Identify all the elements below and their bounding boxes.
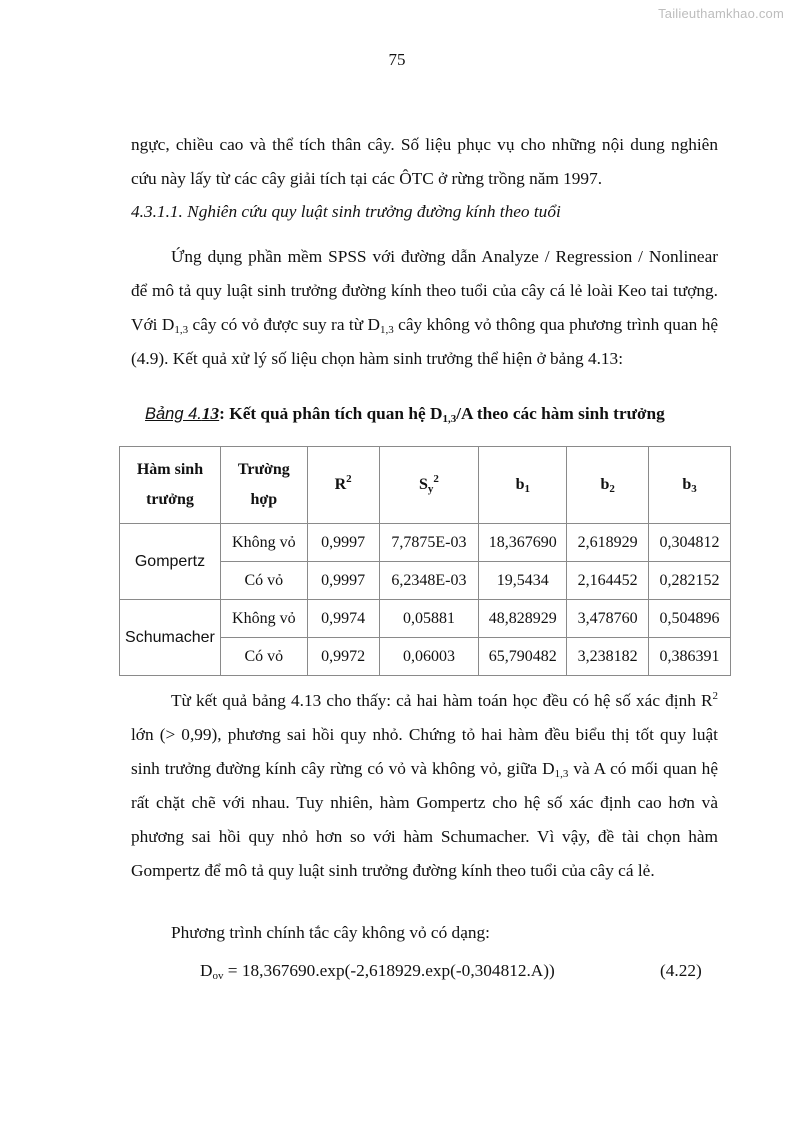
paragraph-analysis-text <box>131 684 718 888</box>
b1-cell: 18,367690 <box>479 524 567 562</box>
subscript: ov <box>212 970 224 982</box>
b1-cell: 65,790482 <box>479 638 567 676</box>
text-run: và A có mối quan hệ rất chặt chẽ với nhau. Tuy nhiên, hàm Gompertz cho hệ số xác định cao hơn và phương sai hồi quy nhỏ hơn so với hàm Schumacher. Vì vậy, đề tài chọn hàm Gompertz để mô tả quy luật sinh trưởng đường kính theo tuổi của cây cá lẻ. <box>131 759 718 880</box>
paragraph-method-text <box>131 240 718 376</box>
function-cell: Gompertz <box>120 524 221 600</box>
text-run: cây có vỏ được suy ra từ D <box>188 315 380 334</box>
subscript: 1,3 <box>554 768 569 780</box>
case-cell: Có vỏ <box>220 638 307 676</box>
header-b2: $b_2$ <box>567 447 649 524</box>
subscript: 1,3 <box>442 413 457 425</box>
b1-cell: 19,5434 <box>479 562 567 600</box>
watermark: Tailieuthamkhao.com <box>658 6 784 21</box>
table-row <box>120 524 731 562</box>
caption-text: : Kết quả phân tích quan hệ D <box>219 404 443 423</box>
case-cell: Có vỏ <box>220 562 307 600</box>
equation-number: (4.22) <box>660 961 702 980</box>
table-row <box>120 600 731 638</box>
r2-cell: 0,9974 <box>307 600 379 638</box>
b2-cell: 2,618929 <box>567 524 649 562</box>
table-caption <box>145 404 665 424</box>
paragraph-analysis <box>131 684 718 888</box>
function-cell: Schumacher <box>120 600 221 676</box>
header-b1: $b_1$ <box>479 447 567 524</box>
sy2-cell: 7,7875E-03 <box>379 524 479 562</box>
equation-var: D <box>200 961 213 980</box>
caption-number: 13 <box>201 404 220 423</box>
page-number: 75 <box>388 50 406 69</box>
header-r2: $R^2$ <box>307 447 379 524</box>
caption-label: Bảng 4. <box>145 405 202 423</box>
b1-cell: 48,828929 <box>479 600 567 638</box>
text-run: Ứng dụng phần mềm SPSS với đường dẫn Analyze / Regression / Nonlinear để mô tả quy luật sinh trưởng đường kính theo tuổi của cây cá lẻ loài Keo tai tượng. Với D <box>131 247 718 334</box>
r2-cell: 0,9972 <box>307 638 379 676</box>
caption-text: /A theo các hàm sinh trưởng <box>456 404 665 423</box>
paragraph-equation-intro <box>131 916 718 950</box>
header-case: Trường hợp <box>220 447 307 524</box>
results-table <box>119 446 731 676</box>
case-cell: Không vỏ <box>220 524 307 562</box>
subscript: 1,3 <box>380 324 394 336</box>
paragraph-intro <box>131 128 718 196</box>
section-heading: 4.3.1.1. Nghiên cứu quy luật sinh trưởng đường kính theo tuổi <box>131 202 561 221</box>
equation-expr: = 18,367690.exp(-2,618929.exp(-0,304812.A)) <box>223 961 555 980</box>
b3-cell: 0,304812 <box>649 524 731 562</box>
table-header-row <box>120 447 731 524</box>
sy2-cell: 0,06003 <box>379 638 479 676</box>
sy2-cell: 6,2348E-03 <box>379 562 479 600</box>
paragraph-equation-intro-text: Phương trình chính tắc cây không vỏ có dạng: <box>171 923 490 942</box>
b2-cell: 3,478760 <box>567 600 649 638</box>
paragraph-intro-text: ngực, chiều cao và thể tích thân cây. Số liệu phục vụ cho những nội dung nghiên cứu này lấy từ các cây giải tích tại các ÔTC ở rừng trồng năm 1997. <box>131 135 718 188</box>
text-run: cây không vỏ thông qua phương trình quan hệ (4.9). Kết quả xử lý số liệu chọn hàm sinh trưởng thể hiện ở bảng 4.13: <box>131 315 718 368</box>
b3-cell: 0,504896 <box>649 600 731 638</box>
b2-cell: 3,238182 <box>567 638 649 676</box>
r2-cell: 0,9997 <box>307 562 379 600</box>
b3-cell: 0,386391 <box>649 638 731 676</box>
text-run: Từ kết quả bảng 4.13 cho thấy: cả hai hàm toán học đều có hệ số xác định R <box>171 691 713 710</box>
b3-cell: 0,282152 <box>649 562 731 600</box>
b2-cell: 2,164452 <box>567 562 649 600</box>
paragraph-method <box>131 240 718 376</box>
superscript: 2 <box>712 690 718 702</box>
r2-cell: 0,9997 <box>307 524 379 562</box>
sy2-cell: 0,05881 <box>379 600 479 638</box>
header-sy2: $S_y^2$ <box>379 447 479 524</box>
header-function: Hàm sinh trưởng <box>120 447 221 524</box>
text-run: lớn (> 0,99), phương sai hồi quy nhỏ. Chứng tỏ hai hàm đều biểu thị tốt quy luật sinh trưởng đường kính cây rừng có vỏ và không vỏ, giữa D <box>131 725 718 778</box>
subscript: 1,3 <box>174 324 189 336</box>
header-b3: $b_3$ <box>649 447 731 524</box>
equation <box>200 956 555 986</box>
case-cell: Không vỏ <box>220 600 307 638</box>
